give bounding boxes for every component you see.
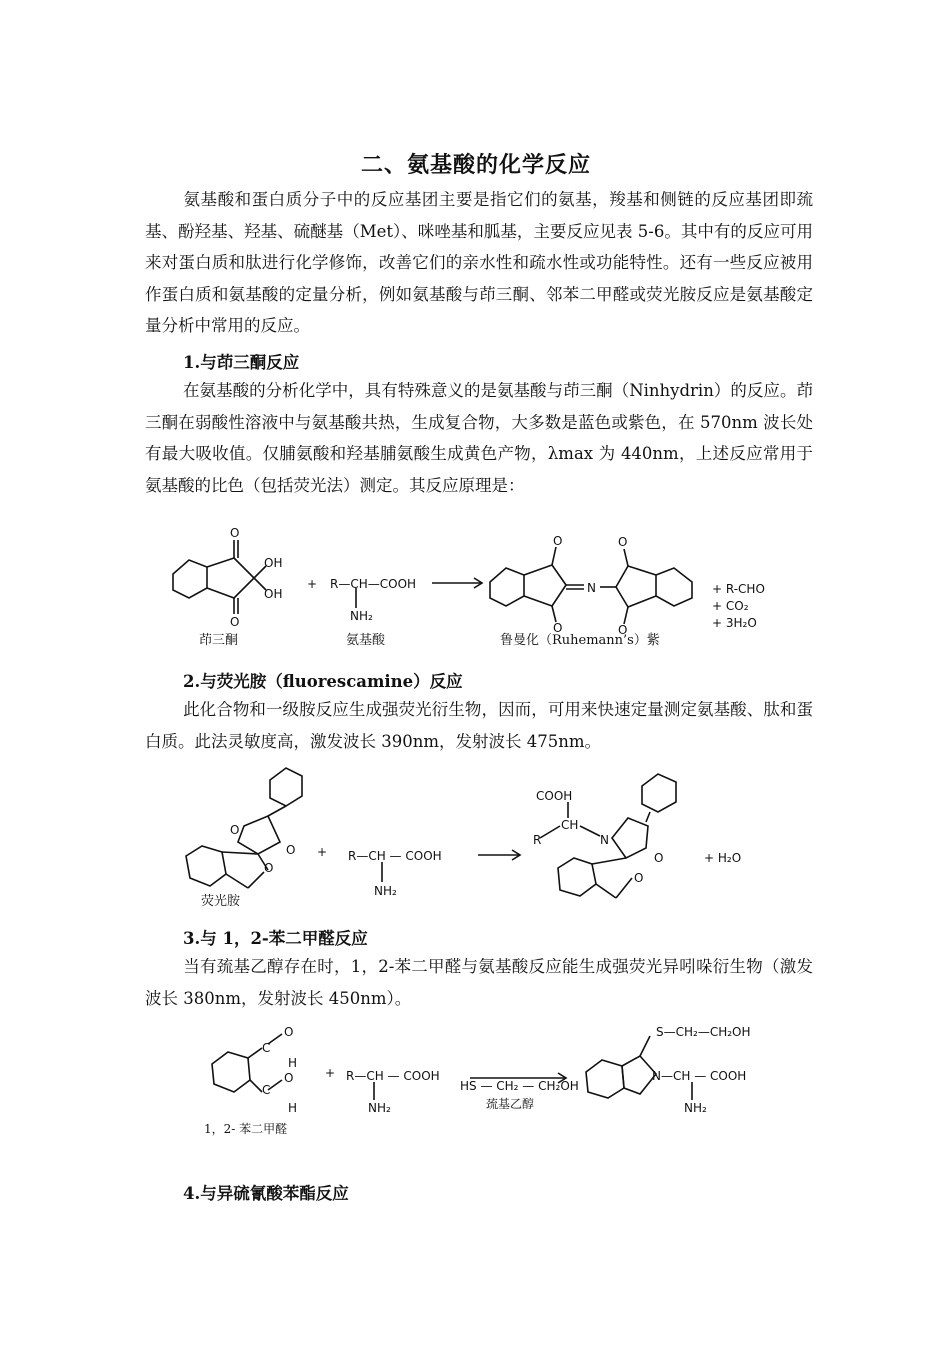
section-4-heading: 4.与异硫氰酸苯酯反应 [183, 1184, 349, 1203]
ninhydrin-benzene-ring [173, 560, 207, 598]
fig1-label-product: 鲁曼化（Ruhemann’s）紫 [500, 633, 660, 648]
section-1-text: 在氨基酸的分析化学中，具有特殊意义的是氨基酸与茚三酮（Ninhydrin）的反应。茚三酮在弱酸性溶液中与氨基酸共热，生成复合物，大多数是蓝色或紫色，在 570nm 波长处有最大吸收值。仅脯氨酸和羟基脯氨酸生成黄色产物，λmax 为 440nm，上述反应常用于氨基酸的比色（包括荧光法）测定。其反应原理是： [145, 381, 813, 495]
fig3-nh2: NH₂ [368, 1101, 391, 1115]
fig1-label-amino-acid: 氨基酸 [346, 633, 386, 648]
fig1-plus: + [307, 577, 318, 591]
fig2-o-lactone: O [264, 861, 274, 875]
fig3-h-top: H [288, 1056, 298, 1070]
section-3-heading: 3.与 1，2-苯二甲醛反应 [183, 929, 368, 948]
intro-paragraph [145, 184, 813, 342]
page-title: 二、氨基酸的化学反应 [360, 152, 591, 178]
fig2-plus: + [317, 845, 328, 859]
fig1-label-ninhydrin: 茚三酮 [199, 633, 239, 648]
section-2-paragraph [145, 694, 813, 757]
fig1-product-o-top-right: O [618, 535, 628, 549]
section-2-heading: 2.与荧光胺（fluorescamine）反应 [183, 672, 463, 691]
fig3-o-top: O [284, 1025, 294, 1039]
fig1-product-o-bottom-right: O [618, 623, 628, 637]
fig1-byproduct-2: + CO₂ [712, 599, 749, 613]
fig1-product-o-top-left: O [553, 534, 563, 548]
fig1-o-bottom: O [230, 615, 240, 629]
fig3-side-chain: S—CH₂—CH₂OH [656, 1025, 751, 1039]
fig2-label-fluorescamine: 荧光胺 [201, 894, 241, 909]
fig1-product-n: N [587, 581, 596, 595]
section-2-text: 此化合物和一级胺反应生成强荧光衍生物，因而，可用来快速定量测定氨基酸、肽和蛋白质。此法灵敏度高，激发波长 390nm，发射波长 475nm。 [145, 700, 813, 751]
fig3-label-opa: 1，2- 苯二甲醛 [204, 1122, 288, 1136]
fig2-product-o-keto: O [654, 851, 664, 865]
fig3-product-chain: N—CH — COOH [652, 1069, 747, 1083]
fig2-amino-chain: R—CH — COOH [348, 849, 442, 863]
fig2-water: + H₂O [704, 851, 742, 865]
intro-text: 氨基酸和蛋白质分子中的反应基团主要是指它们的氨基，羧基和侧链的反应基团即巯基、酚羟基、羟基、硫醚基（Met）、咪唑基和胍基，主要反应见表 5-6。其中有的反应可用来对蛋白质和肽进行化学修饰，改善它们的亲水性和疏水性或功能特性。还有一些反应被用作蛋白质和氨基酸的定量分析，例如氨基酸与茚三酮、邻苯二甲醛或荧光胺反应是氨基酸定量分析中常用的反应。 [145, 190, 813, 335]
fig3-reagent: HS — CH₂ — CH₂OH [460, 1079, 579, 1093]
fig3-c-top: C [262, 1041, 271, 1055]
fig3-h-bottom: H [288, 1101, 298, 1115]
fig1-o-top: O [230, 526, 240, 540]
fig2-o-keto: O [286, 843, 296, 857]
fig3-product-nh2: NH₂ [684, 1101, 707, 1115]
fig2-o-ring: O [230, 823, 240, 837]
fig1-product-o-bottom-left: O [553, 621, 563, 635]
section-3-paragraph [145, 951, 813, 1014]
fig2-product-r: R [533, 833, 542, 847]
fig2-nh2: NH₂ [374, 884, 397, 898]
fig3-c-bottom: C [262, 1083, 271, 1097]
fig3-plus: + [325, 1066, 336, 1080]
fig2-product-cooh: COOH [536, 789, 573, 803]
fig3-label-mercaptoethanol: 巯基乙醇 [486, 1097, 535, 1111]
fig1-nh2: NH₂ [350, 609, 373, 623]
fig1-oh-top: OH [264, 556, 283, 570]
fig3-amino-chain: R—CH — COOH [346, 1069, 440, 1083]
section-3-text: 当有巯基乙醇存在时，1，2-苯二甲醛与氨基酸反应能生成强荧光异吲哚衍生物（激发波长 380nm，发射波长 450nm）。 [145, 957, 813, 1008]
fig2-product-ch: CH [561, 818, 579, 832]
fig1-byproduct-3: + 3H₂O [712, 616, 757, 630]
section-1-heading: 1.与茚三酮反应 [183, 353, 300, 372]
fig3-o-bottom: O [284, 1071, 294, 1085]
fig1-oh-bottom: OH [264, 587, 283, 601]
fig2-product-n: N [600, 833, 609, 847]
fig1-amino-chain: R—CH—COOH [330, 577, 417, 591]
fig2-product-o-lactone: O [634, 871, 644, 885]
section-1-paragraph [145, 375, 813, 501]
fig1-byproduct-1: + R-CHO [712, 582, 765, 596]
